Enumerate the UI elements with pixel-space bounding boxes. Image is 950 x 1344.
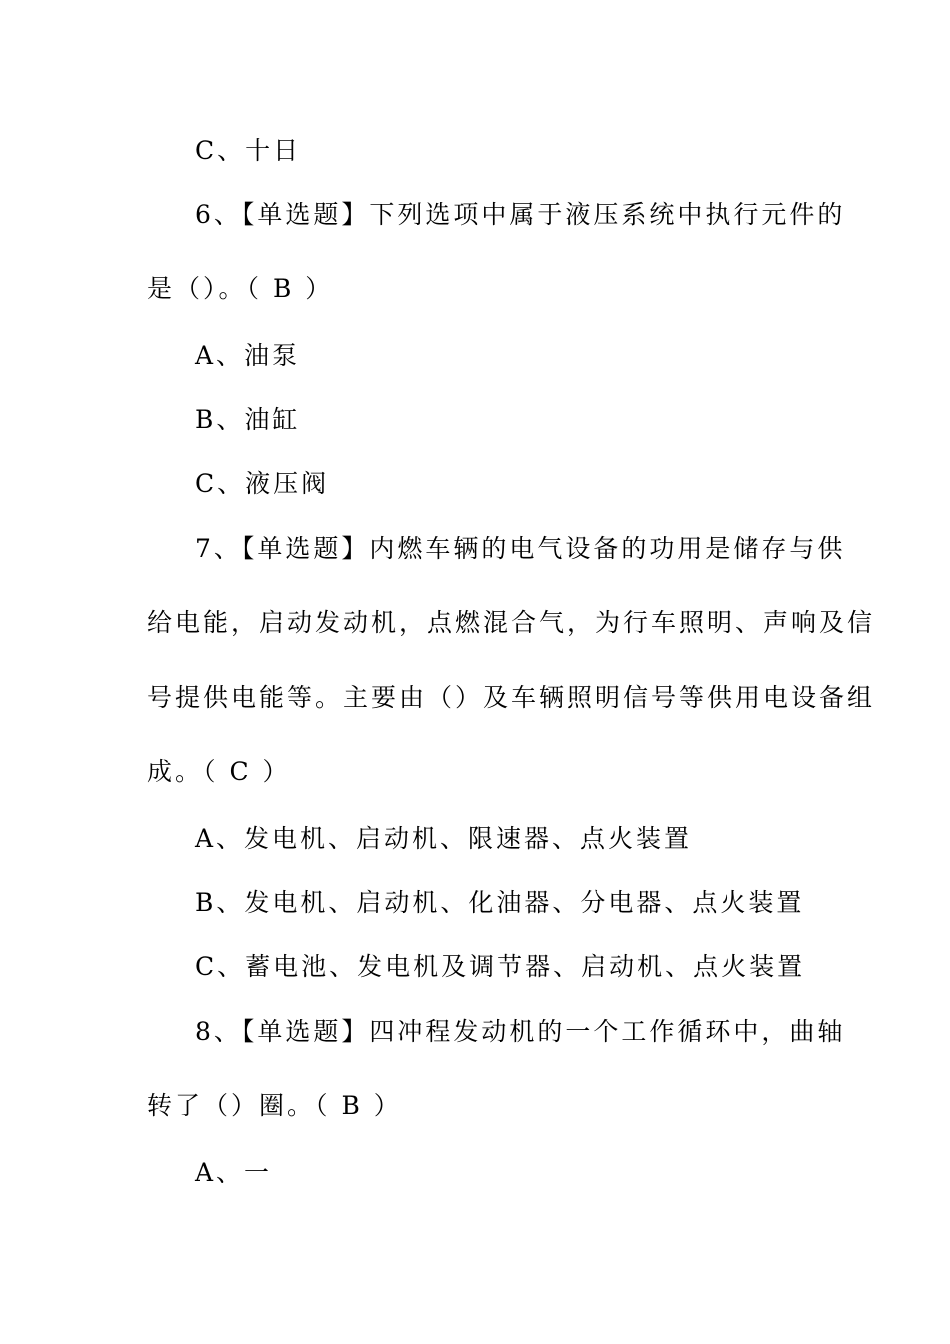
question-6-option-a: A、油泵 — [195, 341, 301, 370]
question-6-option-b: B、油缸 — [195, 405, 301, 434]
question-8-line-2: 转了（）圈。（ B ） — [147, 1091, 402, 1120]
question-7-line-3: 号提供电能等。主要由（）及车辆照明信号等供用电设备组 — [147, 683, 876, 712]
question-6-line-2: 是（）。（ B ） — [147, 274, 334, 303]
question-6-option-c: C、液压阀 — [195, 469, 330, 498]
question-7-option-a: A、发电机、启动机、限速器、点火装置 — [195, 824, 693, 853]
question-7-line-4: 成。（ C ） — [147, 757, 291, 786]
question-8-line-1: 8、【单选题】四冲程发动机的一个工作循环中，曲轴 — [195, 1017, 846, 1046]
question-7-option-b: B、发电机、启动机、化油器、分电器、点火装置 — [195, 888, 805, 917]
question-8-option-a: A、一 — [195, 1158, 273, 1187]
question-6-line-1: 6、【单选题】下列选项中属于液压系统中执行元件的 — [195, 200, 846, 229]
question-7-option-c: C、蓄电池、发电机及调节器、启动机、点火装置 — [195, 952, 806, 981]
option-c-prev: C、十日 — [195, 136, 302, 165]
question-7-line-1: 7、【单选题】内燃车辆的电气设备的功用是储存与供 — [195, 534, 846, 563]
question-7-line-2: 给电能，启动发动机，点燃混合气，为行车照明、声响及信 — [147, 608, 876, 637]
